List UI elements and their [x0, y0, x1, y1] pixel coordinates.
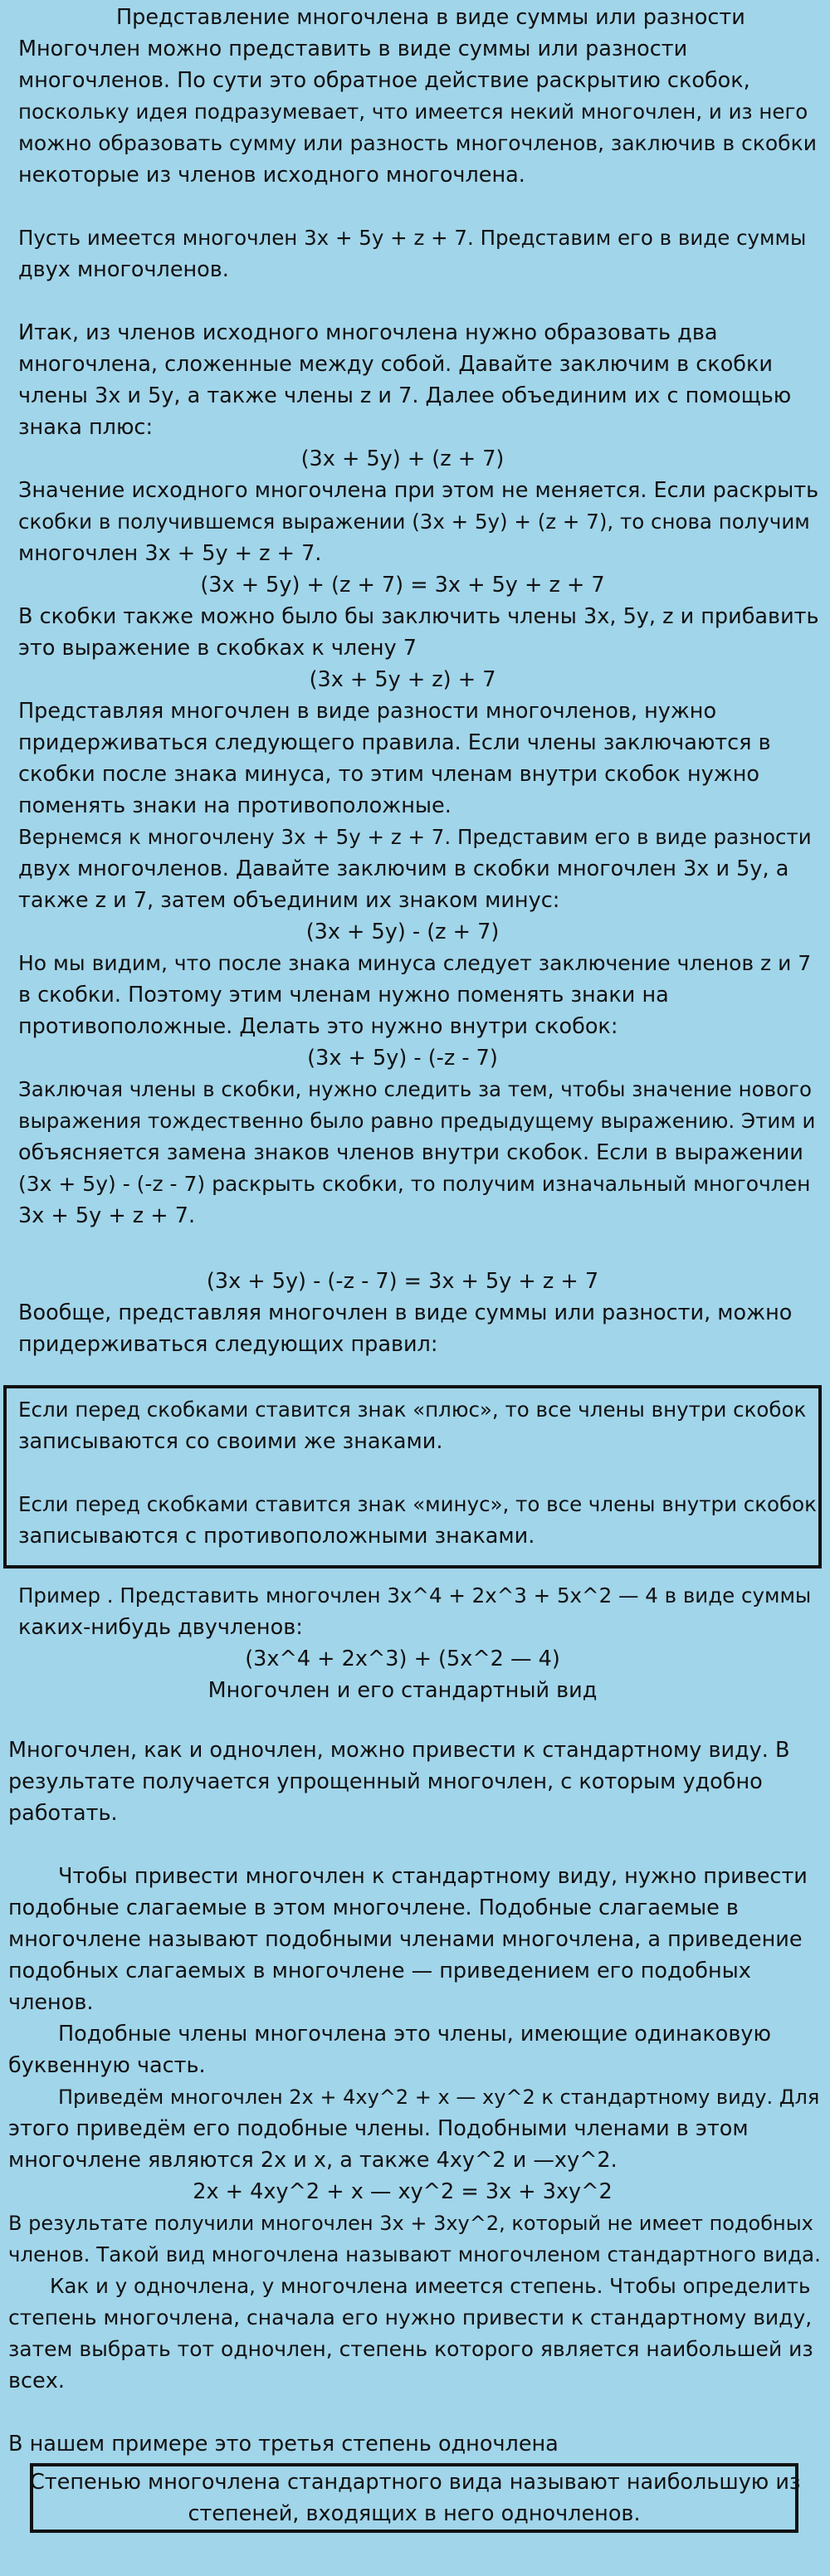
text-line: затем выбрать тот одночлен, степень которого является наибольшей из: [8, 2337, 813, 2361]
rule-plus-line: Если перед скобками ставится знак «плюс», то все члены внутри скобок: [18, 1398, 807, 1422]
text-line: Заключая члены в скобки, нужно следить за тем, чтобы значение нового: [18, 1077, 812, 1101]
text-line: Вообще, представляя многочлен в виде суммы или разности, можно: [18, 1300, 793, 1325]
text-line: скобки в получившемся выражении (3x + 5y) + (z + 7), то снова получим: [18, 510, 810, 534]
section-heading: Многочлен и его стандартный вид: [208, 1678, 598, 1703]
rule-plus-line: записываются со своими же знаками.: [18, 1429, 443, 1454]
text-line: В результате получили многочлен 3x + 3xy^2, который не имеет подобных: [8, 2212, 813, 2235]
text-line: это выражение в скобках к члену 7: [18, 636, 417, 661]
formula: 2x + 4xy^2 + x — xy^2 = 3x + 3xy^2: [193, 2179, 613, 2204]
text-line: Пусть имеется многочлен 3x + 5y + z + 7. Представим его в виде суммы: [18, 226, 807, 250]
text-line: В нашем примере это третья степень одночлена: [8, 2432, 559, 2456]
text-line: Представляя многочлен в виде разности многочленов, нужно: [18, 699, 717, 724]
text-line: подобных слагаемых в многочлене — приведением его подобных: [8, 1959, 751, 1983]
text-line: Многочлен, как и одночлен, можно привести к стандартному виду. В: [8, 1738, 790, 1763]
text-line: всех.: [8, 2369, 65, 2393]
definition-line: Степенью многочлена стандартного вида называют наибольшую из: [30, 2470, 801, 2495]
text-line: Значение исходного многочлена при этом не меняется. Если раскрыть: [18, 478, 819, 503]
text-line: двух многочленов. Давайте заключим в скобки многочлен 3x и 5y, а: [18, 856, 789, 881]
text-line: члены 3x и 5y, а также члены z и 7. Далее объединим их с помощью: [18, 383, 792, 408]
text-line: объясняется замена знаков членов внутри скобок. Если в выражении: [18, 1140, 803, 1165]
formula: (3x + 5y) - (-z - 7) = 3x + 5y + z + 7: [206, 1269, 599, 1294]
text-line: многочлена, сложенные между собой. Давайте заключим в скобки: [18, 352, 773, 377]
text-line: подобные слагаемые в этом многочлене. Подобные слагаемые в: [8, 1895, 739, 1920]
document-title: Представление многочлена в виде суммы или разности: [116, 5, 745, 30]
text-line: Подобные члены многочлена это члены, имеющие одинаковую: [58, 2022, 771, 2047]
rule-minus-line: записываются с противоположными знаками.: [18, 1524, 535, 1549]
text-line: выражения тождественно было равно предыдущему выражению. Этим и: [18, 1109, 816, 1133]
text-line: поменять знаки на противоположные.: [18, 793, 452, 818]
text-line: многочлен 3x + 5y + z + 7.: [18, 541, 322, 566]
text-line: членов.: [8, 1990, 94, 2015]
text-line: можно образовать сумму или разность многочленов, заключив в скобки: [18, 131, 817, 155]
text-line: в скобки. Поэтому этим членам нужно поменять знаки на: [18, 983, 669, 1007]
text-line: буквенную часть.: [8, 2053, 206, 2078]
text-line: многочленов. По сути это обратное действие раскрытию скобок,: [18, 68, 750, 93]
text-line: этого приведём его подобные члены. Подобными членами в этом: [8, 2116, 749, 2141]
text-line: некоторые из членов исходного многочлена.: [18, 163, 525, 188]
text-line: поскольку идея подразумевает, что имеется некий многочлен, и из него: [18, 100, 808, 124]
text-line: Вернемся к многочлену 3x + 5y + z + 7. Представим его в виде разности: [18, 825, 812, 849]
text-line: скобки после знака минуса, то этим членам внутри скобок нужно: [18, 762, 760, 787]
text-line: 3x + 5y + z + 7.: [18, 1203, 196, 1228]
text-line: (3x + 5y) - (-z - 7) раскрыть скобки, то получим изначальный многочлен: [18, 1172, 811, 1196]
text-line: противоположные. Делать это нужно внутри скобок:: [18, 1014, 618, 1039]
text-line: Итак, из членов исходного многочлена нужно образовать два: [18, 320, 718, 345]
text-line: придерживаться следующих правил:: [18, 1332, 438, 1357]
text-line: многочлене являются 2x и x, а также 4xy^2 и —xy^2.: [8, 2148, 618, 2173]
text-line: членов. Такой вид многочлена называют многочленом стандартного вида.: [8, 2242, 821, 2266]
text-line: Но мы видим, что после знака минуса следует заключение членов z и 7: [18, 951, 812, 975]
formula: (3x + 5y) + (z + 7) = 3x + 5y + z + 7: [200, 573, 605, 598]
formula: (3x^4 + 2x^3) + (5x^2 — 4): [245, 1647, 560, 1671]
text-line: результате получается упрощенный многочлен, с которым удобно: [8, 1769, 763, 1794]
text-line: степень многочлена, сначала его нужно привести к стандартному виду,: [8, 2305, 813, 2330]
text-line: Как и у одночлена, у многочлена имеется степень. Чтобы определить: [50, 2274, 811, 2298]
text-line: придерживаться следующего правила. Если члены заключаются в: [18, 730, 771, 755]
text-line: В скобки также можно было бы заключить члены 3x, 5y, z и прибавить: [18, 604, 819, 629]
text-line: каких-нибудь двучленов:: [18, 1615, 303, 1640]
text-line: Многочлен можно представить в виде суммы или разности: [18, 37, 688, 61]
formula: (3x + 5y + z) + 7: [309, 667, 496, 692]
text-line: Пример . Представить многочлен 3x^4 + 2x^3 + 5x^2 — 4 в виде суммы: [18, 1583, 812, 1608]
text-line: работать.: [8, 1801, 118, 1826]
text-line: Приведём многочлен 2x + 4xy^2 + x — xy^2 к стандартному виду. Для: [58, 2086, 820, 2109]
formula: (3x + 5y) - (z + 7): [305, 920, 500, 944]
text-line: знака плюс:: [18, 415, 154, 440]
formula: (3x + 5y) - (-z - 7): [307, 1046, 498, 1071]
text-line: Чтобы привести многочлен к стандартному виду, нужно привести: [58, 1864, 808, 1889]
text-line: многочлене называют подобными членами многочлена, а приведение: [8, 1927, 803, 1952]
rule-minus-line: Если перед скобками ставится знак «минус», то все члены внутри скобок: [18, 1492, 817, 1516]
formula: (3x + 5y) + (z + 7): [300, 446, 505, 471]
text-line: двух многочленов.: [18, 257, 229, 282]
text-line: также z и 7, затем объединим их знаком минус:: [18, 888, 560, 913]
definition-line: степеней, входящих в него одночленов.: [188, 2501, 641, 2526]
